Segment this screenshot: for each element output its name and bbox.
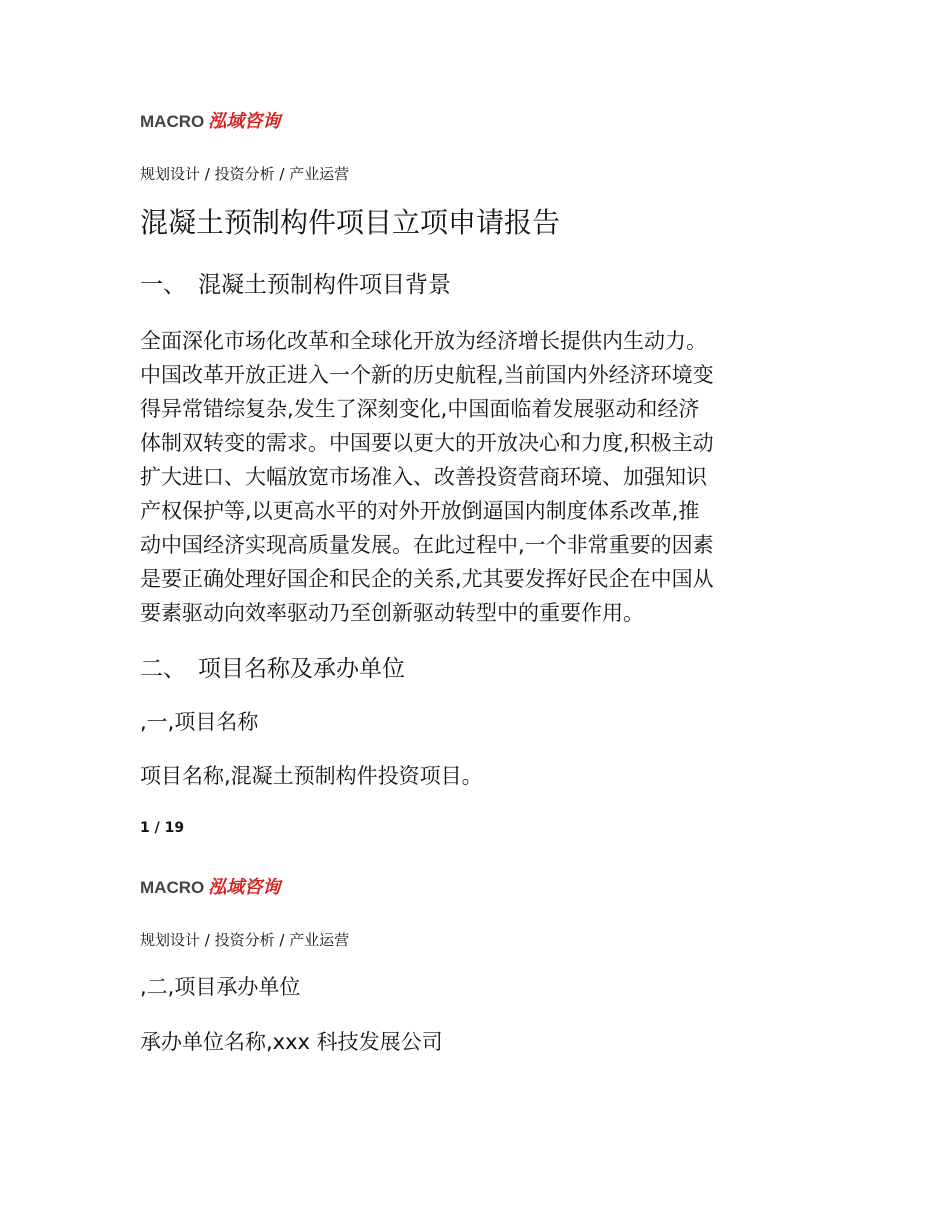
section-2-title: 项目名称及承办单位	[198, 656, 405, 682]
project-name-text: 项目名称,混凝土预制构件投资项目。	[140, 764, 483, 788]
logo-latin-text: MACRO	[140, 878, 205, 897]
paragraph-line: 动中国经济实现高质量发展。在此过程中,一个非常重要的因素	[140, 533, 714, 557]
brand-logo	[140, 876, 820, 900]
page-2	[140, 876, 820, 1058]
page-number: 1 / 19	[140, 820, 185, 836]
header-tagline: 规划设计 / 投资分析 / 产业运营	[140, 165, 350, 183]
logo-chinese-text: 泓域咨询	[208, 111, 281, 132]
section-2-heading	[140, 652, 820, 686]
paragraph-line: 是要正确处理好国企和民企的关系,尤其要发挥好民企在中国从	[140, 567, 714, 591]
paragraph-line: 体制双转变的需求。中国要以更大的开放决心和力度,积极主动	[140, 431, 714, 455]
logo-chinese-text: 泓域咨询	[208, 877, 281, 898]
subsection-project-name-heading: ,一,项目名称	[140, 710, 259, 734]
paragraph-line: 要素驱动向效率驱动乃至创新驱动转型中的重要作用。	[140, 601, 644, 625]
organizer-name-text: 承办单位名称,xxx 科技发展公司	[140, 1030, 443, 1054]
section-1-heading	[140, 268, 820, 302]
section-1-title: 混凝土预制构件项目背景	[198, 272, 451, 298]
section-1-paragraph	[140, 324, 820, 630]
header-tagline: 规划设计 / 投资分析 / 产业运营	[140, 931, 350, 949]
paragraph-line: 产权保护等,以更高水平的对外开放倒逼国内制度体系改革,推	[140, 499, 700, 523]
subsection-organizer-heading: ,二,项目承办单位	[140, 975, 301, 999]
paragraph-line: 扩大进口、大幅放宽市场准入、改善投资营商环境、加强知识	[140, 465, 707, 489]
section-2-number: 二、	[140, 656, 186, 682]
paragraph-line: 全面深化市场化改革和全球化开放为经济增长提供内生动力。	[140, 329, 707, 353]
brand-logo	[140, 110, 820, 134]
page-1	[140, 110, 820, 838]
logo-latin-text: MACRO	[140, 112, 205, 131]
paragraph-line: 得异常错综复杂,发生了深刻变化,中国面临着发展驱动和经济	[140, 397, 700, 421]
document-title: 混凝土预制构件项目立项申请报告	[140, 206, 561, 239]
paragraph-line: 中国改革开放正进入一个新的历史航程,当前国内外经济环境变	[140, 363, 714, 387]
section-1-number: 一、	[140, 272, 186, 298]
